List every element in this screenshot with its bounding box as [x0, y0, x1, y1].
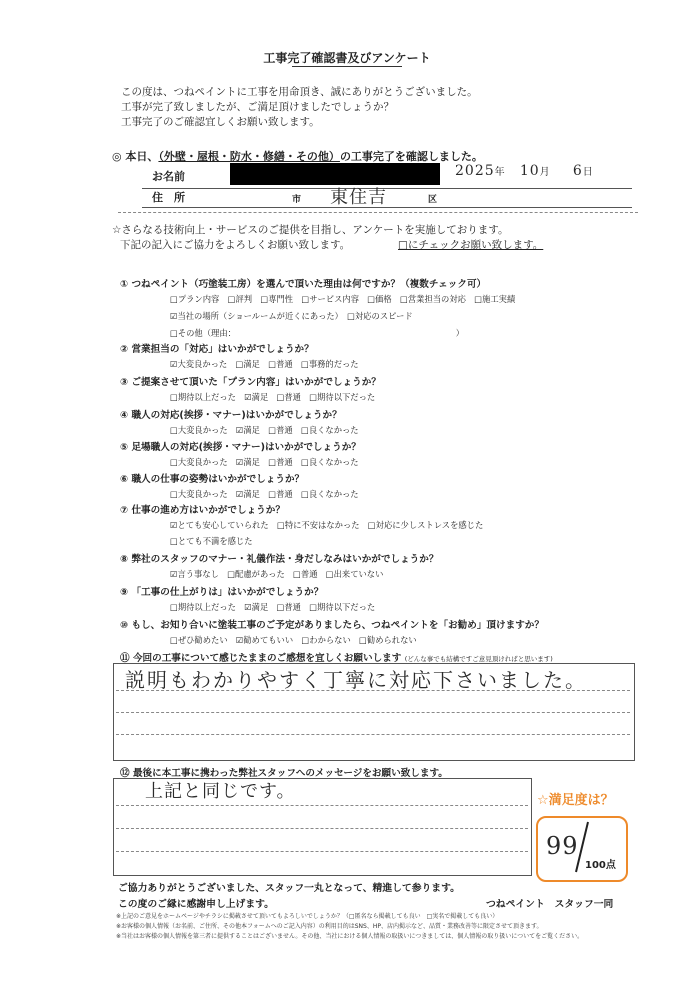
q12-line-1 — [116, 805, 528, 806]
intro-line-3: 工事完了のご確認宜しくお願い致します。 — [121, 116, 320, 128]
section-divider — [118, 212, 638, 213]
ward-handwritten: 東住吉 — [330, 187, 387, 208]
name-label: お名前 — [152, 170, 185, 183]
city-label: 市 — [292, 195, 302, 205]
q1-options-row-3: □その他（理由： ） — [170, 328, 465, 338]
date-month: 10 — [519, 163, 540, 179]
q11-line-3 — [116, 734, 630, 735]
year-unit: 年 — [494, 167, 505, 178]
q12-line-2 — [116, 828, 528, 829]
date-day: 6 — [572, 163, 583, 179]
month-unit: 月 — [539, 167, 550, 178]
footnote-3: ※当社はお客様の個人情報を第三者に提供することはございません。その他、当社における個人情報の取扱いにつきましては、個人情報の取り扱いについてをご覧ください。 — [116, 933, 584, 940]
question-3: ③ ご提案させて頂いた「プラン内容」はいかがでしょうか？ — [120, 377, 381, 388]
q8-options: ☑言う事なし □配慮があった □普通 □出来ていない — [170, 569, 384, 579]
q5-options: □大変良かった ☑満足 □普通 □良くなかった — [170, 457, 359, 467]
work-types: （外壁・屋根・防水・修繕・その他） — [158, 150, 340, 163]
closing-line-1: ご協力ありがとうございました、スタッフ一丸となって、精進して参ります。 — [118, 883, 460, 894]
signature: つねペイント スタッフ一同 — [486, 899, 614, 910]
q11-note: (どんな事でも結構ですご意見頂ければと思います) — [404, 655, 553, 663]
request-line-1: ☆さらなる技術向上・サービスのご提供を目指し、アンケートを実施しております。 — [112, 224, 509, 236]
satisfaction-score: 99 — [546, 832, 579, 860]
intro-line-1: この度は、つねペイントに工事を用命頂き、誠にありがとうございました。 — [121, 86, 478, 98]
request-line-2: 下記の記入にご協力をよろしくお願い致します。 — [120, 239, 351, 251]
question-9: ⑨ 「工事の仕上がりは」はいかがでしょうか？ — [120, 587, 324, 598]
question-7: ⑦ 仕事の進め方はいかがでしょうか？ — [120, 505, 285, 516]
q2-options: ☑大変良かった □満足 □普通 □事務的だった — [170, 359, 359, 369]
q4-options: □大変良かった ☑満足 □普通 □良くなかった — [170, 425, 359, 435]
date — [455, 163, 593, 179]
address-label: 住 所 — [152, 191, 185, 204]
q10-options: □ぜひ勧めたい ☑勧めてもいい □わからない □勧められない — [170, 635, 417, 645]
title-underline — [292, 66, 402, 67]
q6-options: □大変良かった ☑満足 □普通 □良くなかった — [170, 489, 359, 499]
q12-line-3 — [116, 851, 528, 852]
q11-answer: 説明もわかりやすく丁寧に対応下さいました。 — [125, 668, 587, 692]
question-10: ⑩ もし、お知り合いに塗装工事のご予定がありましたら、つねペイントを「お勧め」頂けますか？ — [120, 620, 544, 631]
closing-line-2: この度のご縁に感謝申し上げます。 — [118, 899, 274, 910]
confirm-suffix: の工事完了を確認しました。 — [339, 150, 483, 163]
question-2: ② 営業担当の「対応」はいかがでしょうか？ — [120, 344, 314, 355]
address-line — [142, 207, 632, 208]
q3-options: □期待以上だった ☑満足 □普通 □期待以下だった — [170, 392, 376, 402]
q11-line-1 — [116, 690, 630, 691]
intro-line-2: 工事が完了致しましたが、ご満足頂けましたでしょうか？ — [121, 101, 394, 113]
question-12: ⑫ 最後に本工事に携わった弊社スタッフへのメッセージをお願い致します。 — [120, 768, 448, 779]
satisfaction-label: ☆満足度は？ — [537, 793, 614, 808]
question-11: ⑪ 今回の工事について感じたままのご感想を宜しくお願いします (どんな事でも結構ですご意見頂ければと思います) — [120, 653, 553, 664]
redacted-name — [230, 163, 440, 185]
check-note: □にチェックお願い致します。 — [398, 239, 544, 251]
q1-options-row-2: ☑当社の場所（ショールームが近くにあった） □対応のスピード — [170, 311, 413, 321]
question-8: ⑧ 弊社のスタッフのマナー・礼儀作法・身だしなみはいかがでしょうか？ — [120, 554, 439, 565]
confirm-statement — [112, 148, 483, 164]
q9-options: □期待以上だった ☑満足 □普通 □期待以下だった — [170, 602, 376, 612]
confirm-prefix: ◎ 本日、 — [112, 150, 159, 163]
satisfaction-max: 100点 — [585, 860, 616, 871]
day-unit: 日 — [582, 167, 593, 178]
ward-label: 区 — [428, 195, 438, 205]
q7-options-row-2: □とても不満を感じた — [170, 536, 253, 546]
q7-options-row-1: ☑とても安心していられた □特に不安はなかった □対応に少しストレスを感じた — [170, 520, 484, 530]
q12-answer: 上記と同じです。 — [145, 781, 296, 802]
footnote-2: ※お客様の個人情報（お名前、ご住所、その他本フォームへのご記入内容）の利用目的はSNS、HP、店内掲示など、品質・業務改善等に限定させて頂きます。 — [116, 923, 543, 930]
name-line — [142, 188, 632, 189]
q1-options-row-1: □プラン内容 □評判 □専門性 □サービス内容 □価格 □営業担当の対応 □施工実績 — [170, 294, 516, 304]
date-year: 2025 — [455, 163, 495, 179]
footnote-1: ※上記のご意見をホームページやチラシに掲載させて頂いてもよろしいでしょうか？（□匿名なら掲載しても良い □実名で掲載しても良い） — [116, 913, 499, 920]
page-title: 工事完了確認書及びアンケート — [263, 51, 431, 65]
q11-line-2 — [116, 712, 630, 713]
question-4: ④ 職人の対応(挨拶・マナー)はいかがでしょうか？ — [120, 410, 342, 421]
question-6: ⑥ 職人の仕事の姿勢はいかがでしょうか？ — [120, 474, 305, 485]
question-5: ⑤ 足場職人の対応(挨拶・マナー)はいかがでしょうか？ — [120, 442, 361, 453]
question-1: ① つねペイント（巧塗装工房）を選んで頂いた理由は何ですか？（複数チェック可） — [120, 279, 487, 290]
